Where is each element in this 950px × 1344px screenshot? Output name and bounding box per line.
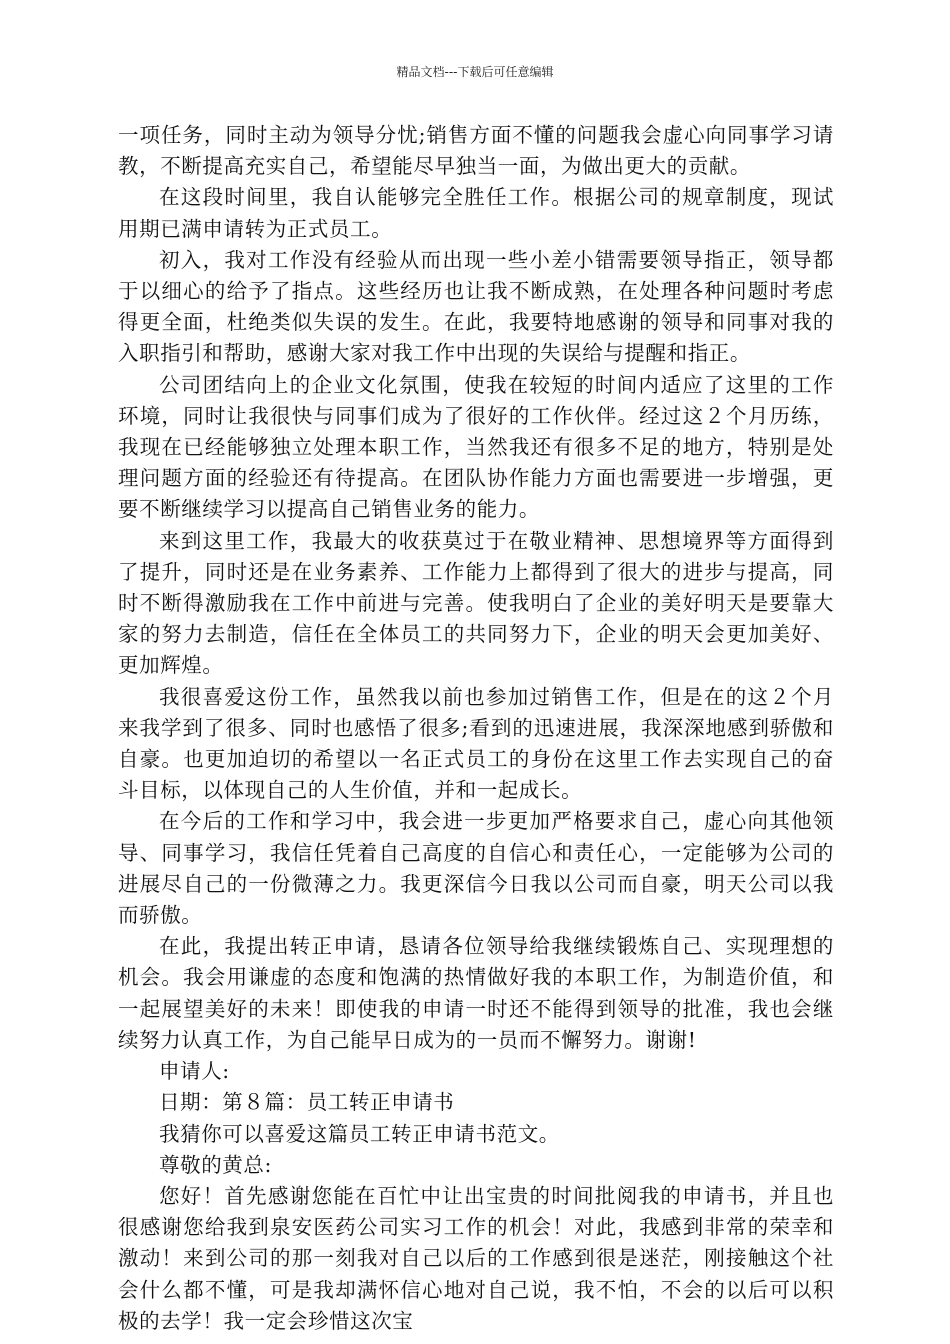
paragraph: 我猜你可以喜爱这篇员工转正申请书范文。 [159,1121,560,1146]
paragraph: 来到这里工作，我最大的收获莫过于在敬业精神、思想境界等方面得到了提升，同时还是在业务素养、工作能力上都得到了很大的进步与提高，同时不断得激励我在工作中前进与完善。使我明白了企业的美好明天是要靠大家的努力去制造，信任在全体员工的共同努力下，企业的明天会更加美好、更加辉煌。 [118,528,834,678]
date-line: 日期：第８篇：员工转正申请书 [159,1090,455,1115]
paragraph: 在今后的工作和学习中，我会进一步更加严格要求自己，虚心向其他领导、同事学习，我信任凭着自己高度的自信心和责任心，一定能够为公司的进展尽自己的一份微薄之力。我更深信今日我以公司而自豪，明天公司以我而骄傲。 [118,809,834,928]
paragraph: 公司团结向上的企业文化氛围，使我在较短的时间内适应了这里的工作环境，同时让我很快与同事们成为了很好的工作伙伴。经过这２个月历练，我现在已经能够独立处理本职工作，当然我还有很多不足的地方，特别是处理问题方面的经验还有待提高。在团队协作能力方面也需要进一步增强，更要不断继续学习以提高自己销售业务的能力。 [118,372,834,522]
paragraph: 一项任务，同时主动为领导分忧;销售方面不懂的问题我会虚心向同事学习请教，不断提高充实自己，希望能尽早独当一面，为做出更大的贡献。 [118,123,834,179]
paragraph: 在此，我提出转正申请，恳请各位领导给我继续锻炼自己、实现理想的机会。我会用谦虚的态度和饱满的热情做好我的本职工作，为制造价值，和一起展望美好的未来！即使我的申请一时还不能得到领导的批准，我也会继续努力认真工作，为自己能早日成为的一员而不懈努力。谢谢! [118,934,834,1052]
paragraph: 在这段时间里，我自认能够完全胜任工作。根据公司的规章制度，现试用期已满申请转为正式员工。 [118,185,834,241]
salutation: 尊敬的黄总: [159,1152,273,1177]
document-body [118,120,834,1337]
paragraph: 初入，我对工作没有经验从而出现一些小差小错需要领导指正，领导都于以细心的给予了指点。这些经历也让我不断成熟，在处理各种问题时考虑得更全面，杜绝类似失误的发生。在此，我要特地感谢的领导和同事对我的入职指引和帮助，感谢大家对我工作中出现的失误给与提醒和指正。 [118,247,834,366]
applicant-line: 申请人: [159,1059,230,1084]
page-header: 精品文档---下载后可任意编辑 [396,65,554,79]
paragraph: 您好！首先感谢您能在百忙中让出宝贵的时间批阅我的申请书，并且也很感谢您给我到泉安医药公司实习工作的机会！对此，我感到非常的荣幸和激动！来到公司的那一刻我对自己以后的工作感到很是迷茫，刚接触这个社会什么都不懂，可是我却满怀信心地对自己说，我不怕，不会的以后可以积极的去学！我一定会珍惜这次宝 [118,1183,834,1333]
paragraph: 我很喜爱这份工作，虽然我以前也参加过销售工作，但是在的这２个月来我学到了很多、同时也感悟了很多;看到的迅速进展，我深深地感到骄傲和自豪。也更加迫切的希望以一名正式员工的身份在这里工作去实现自己的奋斗目标，以体现自己的人生价值，并和一起成长。 [118,684,834,803]
